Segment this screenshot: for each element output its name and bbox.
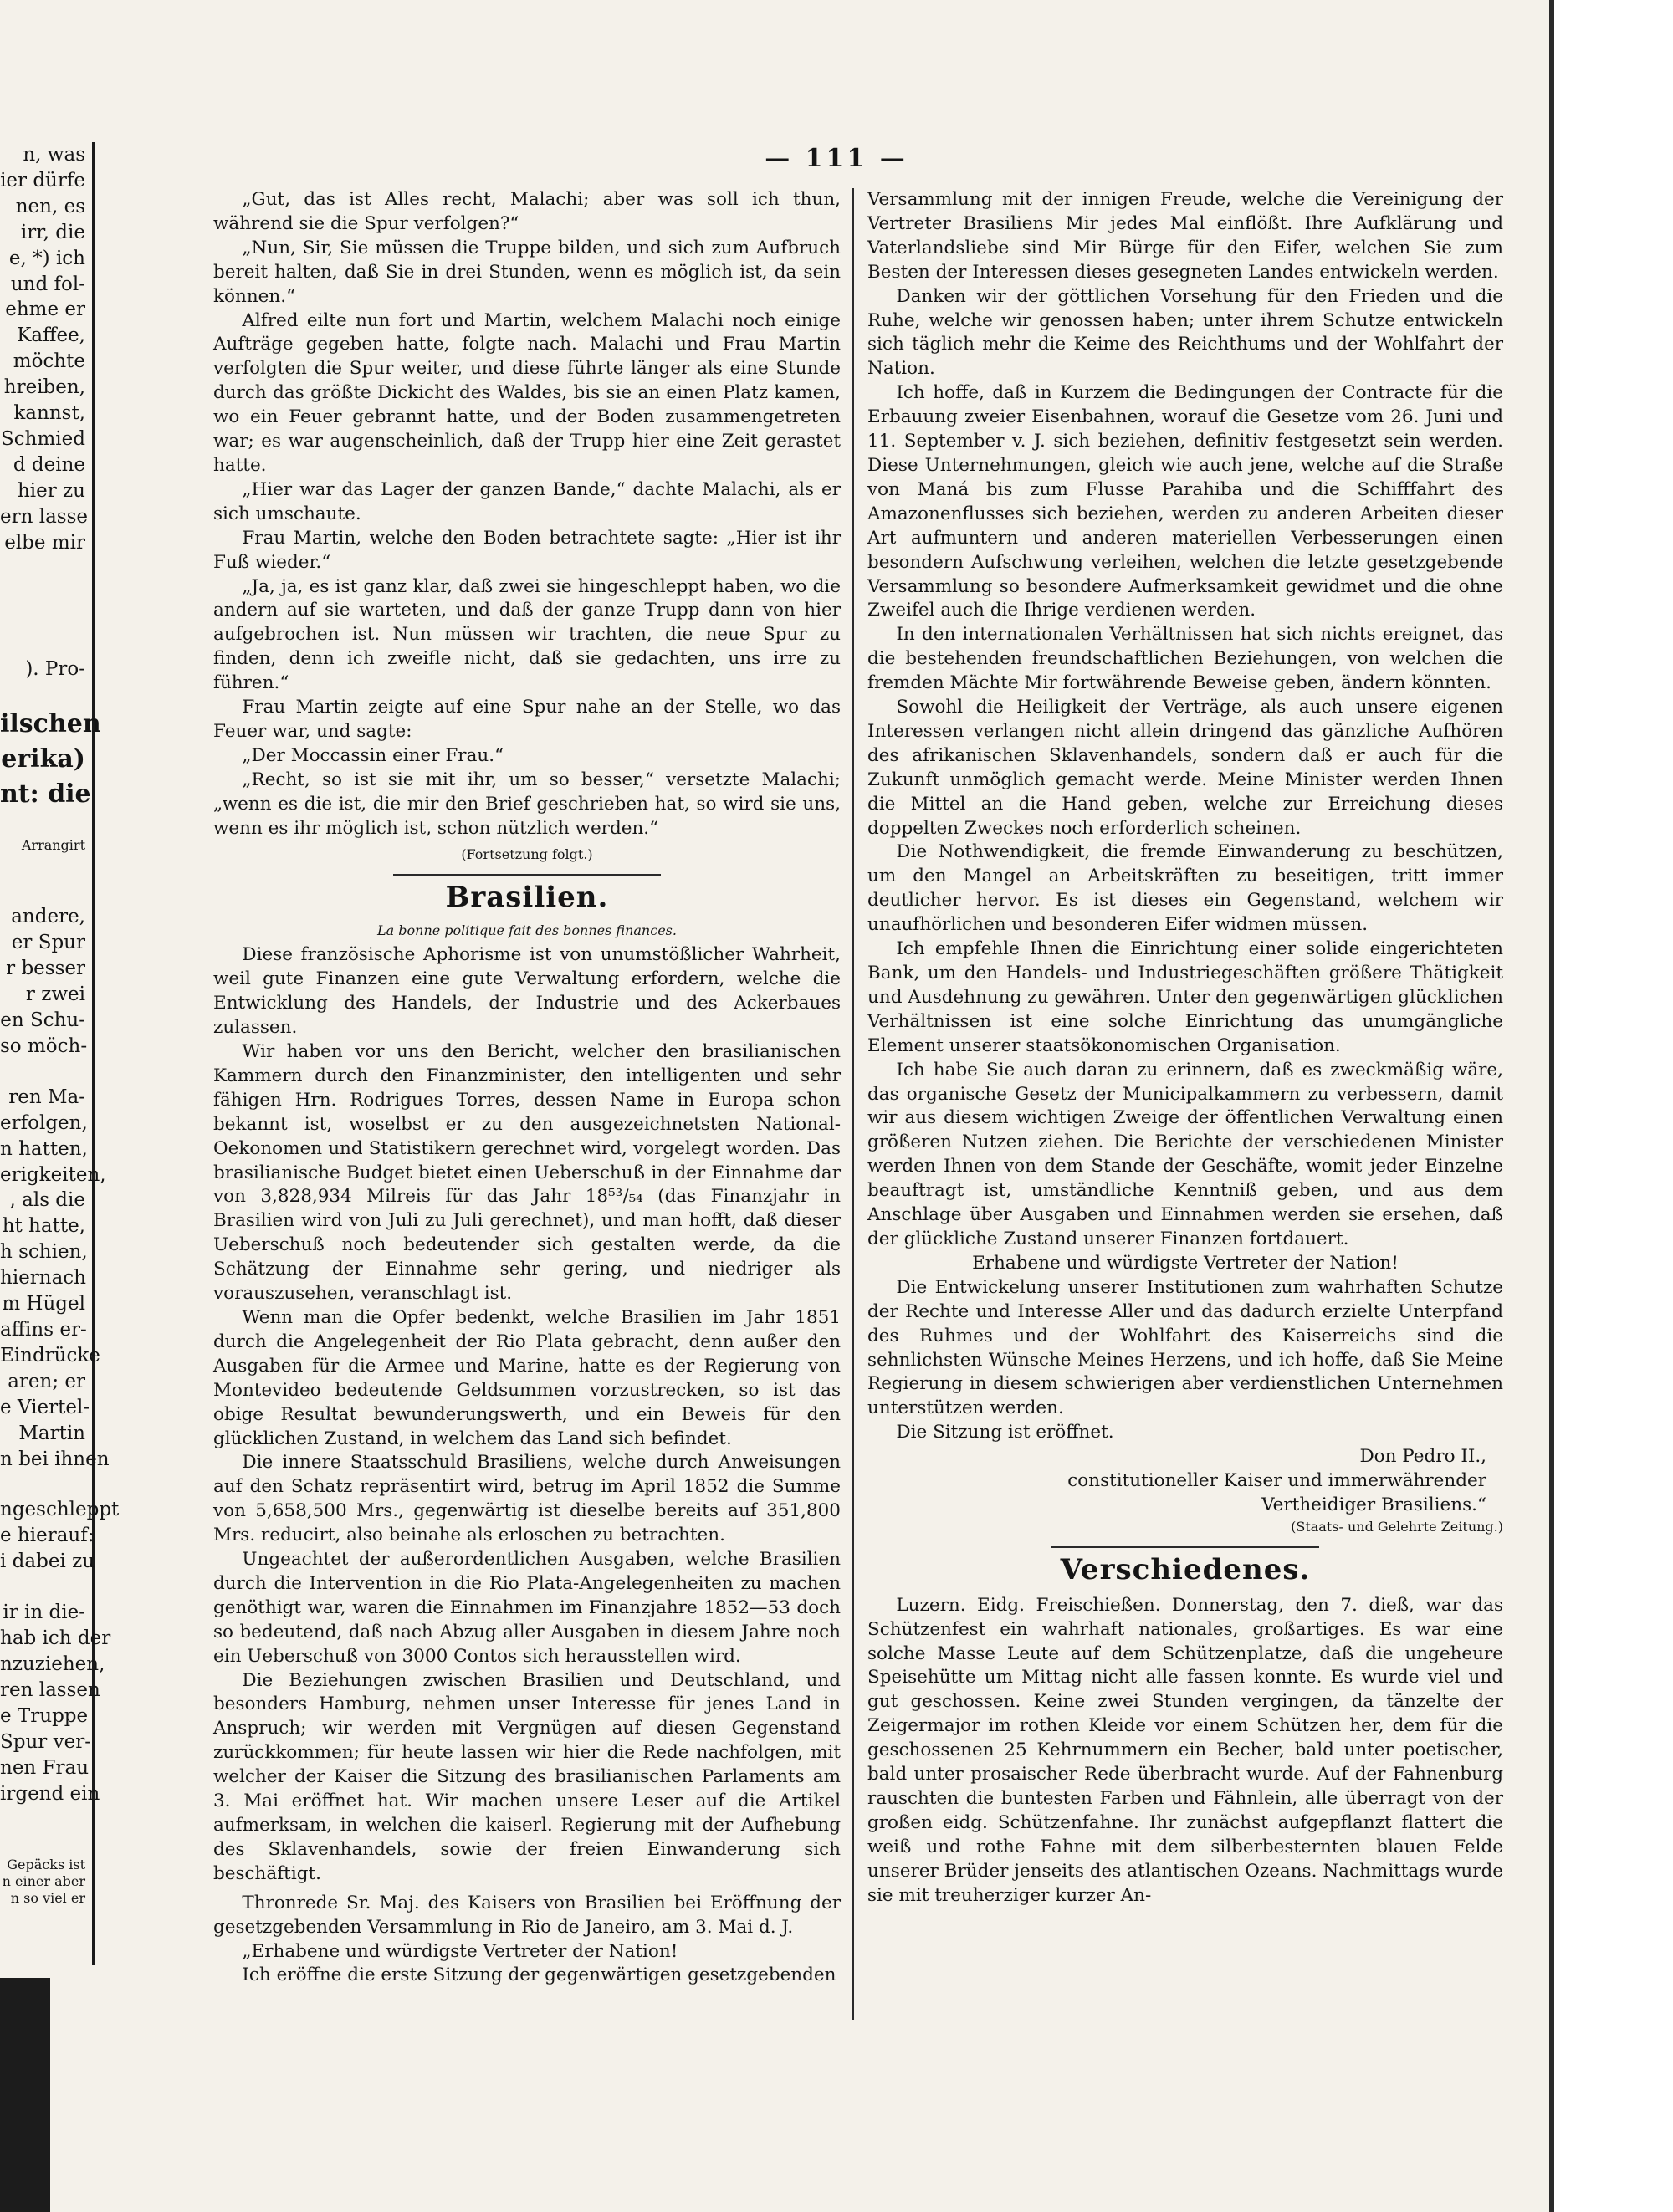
page-number: — 111 — — [765, 144, 908, 173]
section-divider — [1051, 1546, 1319, 1548]
story-paragraph: „Recht, so ist sie mit ihr, um so besser,“ versetzte Malachi; „wenn es die ist, die mir den Brief geschrieben hat, so wird sie uns, wenn es ihr möglich ist, schon nützlich werden.“ — [213, 769, 841, 839]
speech-paragraph: Ich habe Sie auch daran zu erinnern, daß es zweckmäßig wäre, das organische Gesetz der Municipalkammern zu verbessern, damit wir aus diesem wichtigen Zweige der öffentlichen Verwaltung einen größeren Nutzen ziehen. Die Berichte der verschiedenen Minister werden Ihnen von dem Stande der Geschäfte, womit jeder Einzelne beauftragt ist, umständliche Kenntniß geben, und aus dem Anschlage über Ausgaben und Einnahmen werden sie ersehen, daß der glückliche Zustand unserer Finanzen fortdauert. — [867, 1059, 1503, 1249]
prev-fragment-gap — [0, 606, 92, 631]
signature-title: constitutioneller Kaiser und immerwährender — [1067, 1470, 1486, 1492]
prev-fragment-heading: ilschen — [0, 709, 101, 739]
prev-fragment: e, *) ich — [8, 247, 85, 269]
prev-fragment-gap — [0, 1472, 92, 1497]
prev-fragment: erfolgen, — [0, 1111, 88, 1134]
prev-fragment-gap — [0, 631, 92, 656]
prev-fragment: Kaffee, — [17, 324, 85, 347]
prev-fragment: i dabei zu — [0, 1550, 95, 1573]
section-divider — [393, 874, 661, 876]
misc-paragraph: Luzern. Eidg. Freischießen. Donnerstag, den 7. dieß, war das Schützenfest ein wahrhaft nationales, großartiges. Es war eine solche Masse Leute auf dem Schützenplatze, daß die ungeheure Speisehütte um Mittag nicht alle fassen konnte. Es wurde viel und gut geschossen. Keine zwei Stunden vergingen, da tänzelte der Zeigermajor im rothen Kleide vor einem Schützen her, dem für die geschossenen 25 Kehrnummern ein Becher, bald unter poetischer, bald unter prosaischer Rede überbracht wurde. Auf der Fahnenburg rauschten die buntesten Farben und Fähnlein, alle überragt von der großen eidg. Schützenfahne. Ihr zunächst aufgepflanzt flattert die weiß und rothe Fahne mit dem silberbesternten blauen Felde unserer Brüder jenseits des atlantischen Ozeans. Nachmittags wurde sie mit treuherziger kurzer An- — [867, 1594, 1503, 1906]
prev-fragment: d deine — [13, 453, 85, 476]
prev-fragment: irr, die — [20, 221, 85, 243]
article-paragraph: Ungeachtet der außerordentlichen Ausgaben, welche Brasilien durch die Intervention in die Rio Plata-Angelegenheiten zu machen genöthigt war, waren die Einnahmen im Finanzjahre 1852—53 doch so bedeutend, daß nach Abzug aller Ausgaben in diesem Jahre noch ein Ueberschuß von 3000 Contos sich herausstellen wird. — [213, 1549, 841, 1667]
prev-fragment-heading: erika) — [1, 744, 85, 774]
prev-fragment: ir in die- — [3, 1602, 85, 1624]
right-column — [867, 188, 1503, 1908]
prev-fragment-heading: nt: die — [0, 779, 91, 810]
story-paragraph: „Nun, Sir, Sie müssen die Truppe bilden, und sich zum Aufbruch bereit halten, daß Sie in drei Stunden, wenn es möglich ist, da sein können.“ — [213, 237, 841, 307]
prev-fragment: elbe mir — [4, 531, 85, 554]
prev-fragment: n hatten, — [0, 1137, 88, 1160]
signature-name: Don Pedro II., — [1359, 1446, 1486, 1468]
prev-fragment: nen Frau — [0, 1756, 90, 1779]
prev-fragment-gap — [0, 581, 92, 606]
section-title-verschiedenes: Verschiedenes. — [1060, 1552, 1311, 1586]
prev-fragment: ier dürfe — [0, 169, 85, 192]
speech-paragraph: Versammlung mit der innigen Freude, welche die Vereinigung der Vertreter Brasiliens Mir jedes Mal einflößt. Ihre Aufklärung und Vaterlandsliebe sind Mir Bürge für den Eifer, welchen Sie zum Besten der Interessen dieses gesegneten Landes entwickeln werden. — [867, 189, 1503, 283]
section-title-brasilien: Brasilien. — [445, 881, 609, 915]
prev-fragment: n einer aber — [2, 1873, 85, 1890]
prev-fragment-gap — [0, 556, 92, 581]
continuation-note: (Fortsetzung folgt.) — [461, 846, 593, 863]
prev-fragment: er Spur — [11, 932, 85, 954]
story-paragraph: Frau Martin zeigte auf eine Spur nahe an der Stelle, wo das Feuer war, und sagte: — [213, 697, 841, 742]
prev-fragment: ren lassen — [0, 1678, 100, 1701]
prev-fragment: n, was — [23, 144, 85, 166]
prev-fragment: Schmied — [1, 427, 85, 450]
prev-fragment-gap — [0, 879, 92, 904]
prev-fragment: r besser — [6, 958, 85, 980]
story-paragraph: Frau Martin, welche den Boden betrachtete sagte: „Hier ist ihr Fuß wieder.“ — [213, 527, 841, 573]
column-divider — [852, 188, 854, 2020]
prev-fragment: erigkeiten, — [0, 1163, 106, 1186]
prev-fragment: Eindrücke — [0, 1344, 100, 1367]
prev-fragment: en Schu- — [0, 1009, 85, 1032]
speech-paragraph: Ich eröffne die erste Sitzung der gegenwärtigen gesetzgebenden — [242, 1964, 836, 1986]
prev-fragment: hreiben, — [3, 376, 85, 399]
speech-paragraph: Die Nothwendigkeit, die fremde Einwanderung zu beschützen, um den Mangel an Arbeitskräften zu beseitigen, tritt immer deutlicher hervor. Es ist dieses ein Gegenstand, welchem wir unaufhörlichen und besonderen Eifer widmen müssen. — [867, 841, 1503, 936]
article-paragraph: Diese französische Aphorisme ist von unumstößlicher Wahrheit, weil gute Finanzen eine gute Verwaltung erfordern, welche die Entwicklung des Handels, der Industrie und des Ackerbaues zulassen. — [213, 944, 841, 1039]
story-paragraph: „Gut, das ist Alles recht, Malachi; aber was soll ich thun, während sie die Spur verfolgen?“ — [213, 189, 841, 234]
prev-fragment: hier zu — [17, 479, 85, 502]
prev-fragment: n bei ihnen — [0, 1448, 110, 1470]
speech-heading: Thronrede Sr. Maj. des Kaisers von Brasilien bei Eröffnung der gesetzgebenden Versammlung in Rio de Janeiro, am 3. Mai d. J. — [213, 1892, 841, 1938]
prev-fragment: nen, es — [15, 195, 85, 217]
story-paragraph: „Hier war das Lager der ganzen Bande,“ dachte Malachi, als er sich umschaute. — [213, 478, 841, 524]
prev-fragment: und fol- — [10, 273, 85, 295]
prev-fragment: m Hügel — [2, 1293, 85, 1315]
prev-fragment: affins er- — [0, 1319, 87, 1341]
speech-paragraph: Sowohl die Heiligkeit der Verträge, als auch unsere eigenen Interessen verlangen nicht allein dringend das gänzliche Aufhören des afrikanischen Sklavenhandels, sondern daß er auch für die Zukunft unmöglich gemacht werde. Meine Minister werden Ihnen die Mittel an die Hand geben, welche zur Erreichung dieses doppelten Zweckes noch erforderlich scheinen. — [867, 697, 1503, 839]
speech-salutation: „Erhabene und würdigste Vertreter der Nation! — [242, 1940, 678, 1962]
prev-fragment-gap — [0, 682, 92, 707]
speech-paragraph: Ich hoffe, daß in Kurzem die Bedingungen der Contracte für die Erbauung zweier Eisenbahnen, worauf die Gesetze vom 26. Juni und 11. September v. J. sich beziehen, definitiv festgesetzt sein werden. Diese Unternehmungen, gleich wie auch jene, welche auf die Straße von Maná bis zum Flusse Parahiba und die Schifffahrt des Amazonenflusses sich beziehen, werden zu anderen Arbeiten dieser Art aufmuntern und anderen materiellen Verbesserungen einen besondern Aufschwung verleihen, welchen die letzte gesetzgebende Versammlung so besondere Aufmerksamkeit gewidmet und die ohne Zweifel auch die Ihrige verdienen werden. — [867, 382, 1503, 621]
prev-fragment: ht hatte, — [2, 1215, 85, 1238]
prev-fragment-gap — [0, 854, 92, 879]
prev-fragment: ern lasse — [0, 505, 89, 528]
prev-fragment: hiernach — [0, 1267, 86, 1290]
prev-fragment: n so viel er — [10, 1890, 85, 1907]
story-paragraph: „Der Moccassin einer Frau.“ — [242, 744, 504, 766]
prev-fragment: ngeschleppt — [0, 1499, 120, 1521]
speech-closing: Die Sitzung ist eröffnet. — [896, 1422, 1114, 1443]
prev-fragment: möchte — [13, 350, 85, 373]
speech-paragraph: Die Entwickelung unserer Institutionen zum wahrhaften Schutze der Rechte und Interesse Aller und das dadurch erzielte Unterpfand des Ruhmes und der Wohlfahrt des Kaiserreichs sind die sehnlichsten Wünsche Meines Herzens, und ich hoffe, daß Sie Meine Regierung in diesem schwierigen aber verdienstlichen Unternehmen unterstützen werden. — [867, 1276, 1503, 1419]
prev-fragment: irgend ein — [0, 1782, 100, 1805]
prev-fragment: ). Pro- — [25, 657, 85, 680]
previous-page-fragment — [0, 142, 120, 1965]
prev-fragment: Martin — [18, 1422, 85, 1444]
article-paragraph: Die innere Staatsschuld Brasiliens, welche durch Anweisungen auf den Schatz repräsentirt wird, betrug im April 1852 die Summe von 5,658,500 Mrs., gegenwärtig ist dieselbe bereits auf 351,800 Mrs. reducirt, also beinahe als erloschen zu betrachten. — [213, 1452, 841, 1546]
scan-edge-shadow — [0, 1978, 50, 2212]
prev-fragment-gap — [0, 812, 92, 837]
prev-fragment: Arrangirt — [21, 837, 85, 854]
left-column — [213, 188, 841, 1988]
speech-salutation: Erhabene und würdigste Vertreter der Nation! — [972, 1252, 1399, 1274]
prev-fragment: e Truppe — [0, 1704, 89, 1727]
prev-fragment: so möch- — [0, 1034, 88, 1057]
article-paragraph: Wir haben vor uns den Bericht, welcher den brasilianischen Kammern durch den Finanzminister, den intelligenten und sehr fähigen Hrn. Rodrigues Torres, dessen Name in Europa schon bekannt ist, woselbst er zu den ausgezeichnetsten National-Oekonomen und Statistikern gerechnet wird, vorgelegt worden. Das brasilianische Budget bietet einen Ueberschuß in der Einnahme dar von 3,828,934 Milreis für das Jahr 18⁵³/₅₄ (das Finanzjahr in Brasilien wird von Juli zu Juli gerechnet), und man hofft, daß dieser Ueberschuß noch bedeutender sich gestalten werde, da die Schätzung der Einnahme sehr gering, und niedriger als vorauszusehen, veranschlagt ist. — [213, 1041, 841, 1305]
signature-title: Vertheidiger Brasiliens.“ — [1261, 1494, 1486, 1515]
prev-fragment-gap — [0, 1806, 92, 1831]
prev-fragment: , als die — [9, 1189, 85, 1212]
speech-paragraph: Ich empfehle Ihnen die Einrichtung einer solide eingerichteten Bank, um den Handels- und Industriegeschäften größere Thätigkeit und Ausdehnung zu gewähren. Unter den gegenwärtigen glücklichen Verhältnissen ist eine solche Einrichtung das unumgängliche Element unserer staatsökonomischen Organisation. — [867, 938, 1503, 1056]
prev-fragment-gap — [0, 1831, 92, 1857]
prev-fragment: kannst, — [13, 402, 85, 425]
source-citation: (Staats- und Gelehrte Zeitung.) — [1291, 1518, 1503, 1535]
speech-paragraph: In den internationalen Verhältnissen hat sich nichts ereignet, das die bestehenden freundschaftlichen Beziehungen, von welchen die fremden Mächte Mir fortwährende Beweise geben, ändern könnten. — [867, 624, 1503, 694]
article-paragraph: Wenn man die Opfer bedenkt, welche Brasilien im Jahr 1851 durch die Angelegenheit der Rio Plata gebracht, denn außer den Ausgaben für die Armee und Marine, hatte es der Regierung von Montevideo bedeutende Geldsummen vorzustrecken, so ist das obige Resultat bewunderungswerth, und ein Beweis für den glücklichen Zustand, in welchem das Land sich befindet. — [213, 1306, 841, 1449]
prev-fragment: e hierauf: — [0, 1525, 95, 1547]
story-paragraph: Alfred eilte nun fort und Martin, welchem Malachi noch einige Aufträge gegeben hatte, folgte nach. Malachi und Frau Martin verfolgten die Spur weiter, und diese führte länger als eine Stunde durch das größte Dickicht des Waldes, bis sie an einen Platz kamen, wo ein Feuer gebrannt hatte, und der Boden zusammengetreten war; es war augenscheinlich, daß der Trupp hier eine Zeit gerastet hatte. — [213, 309, 841, 476]
prev-fragment: r zwei — [25, 983, 85, 1006]
prev-fragment: e Viertel- — [0, 1396, 90, 1418]
prev-fragment: aren; er — [8, 1370, 85, 1392]
speech-paragraph: Danken wir der göttlichen Vorsehung für den Frieden und die Ruhe, welche wir genossen haben; unter ihrem Schutze entwickeln sich täglich mehr die Keime des Reichthums und der Wohlfahrt der Nation. — [867, 285, 1503, 380]
prev-fragment: Gepäcks ist — [7, 1857, 85, 1873]
article-paragraph: Die Beziehungen zwischen Brasilien und Deutschland, und besonders Hamburg, nehmen unser Interesse für jenes Land in Anspruch; wir werden mit Vergnügen auf diesen Gegenstand zurückkommen; für heute lassen wir hier die Rede nachfolgen, mit welcher der Kaiser die Sitzung des brasilianischen Parlaments am 3. Mai eröffnet hat. Wir machen unsere Leser auf die Artikel aufmerksam, in welchen die kaiserl. Regierung mit der Aufhebung des Sklavenhandels, sowie der freien Einwanderung sich beschäftigt. — [213, 1669, 841, 1884]
prev-fragment-gap — [0, 1060, 92, 1085]
prev-fragment: Spur ver- — [0, 1730, 91, 1753]
article-motto: La bonne politique fait des bonnes finances. — [377, 922, 677, 939]
prev-fragment: hab ich der — [0, 1627, 111, 1650]
prev-fragment: andere, — [11, 906, 85, 928]
prev-fragment: nzuziehen, — [0, 1653, 105, 1675]
prev-fragment-gap — [0, 1575, 92, 1600]
story-paragraph: „Ja, ja, es ist ganz klar, daß zwei sie hingeschleppt haben, wo die andern auf sie warteten, und daß der ganze Trupp dann von hier aufgebrochen ist. Nun müssen wir trachten, die neue Spur zu finden, denn ich zweifle nicht, daß sie gedachten, uns irre zu führen.“ — [213, 575, 841, 694]
prev-fragment: ehme er — [5, 299, 85, 321]
prev-fragment: ren Ma- — [8, 1086, 85, 1108]
prev-fragment: h schien, — [0, 1241, 88, 1264]
